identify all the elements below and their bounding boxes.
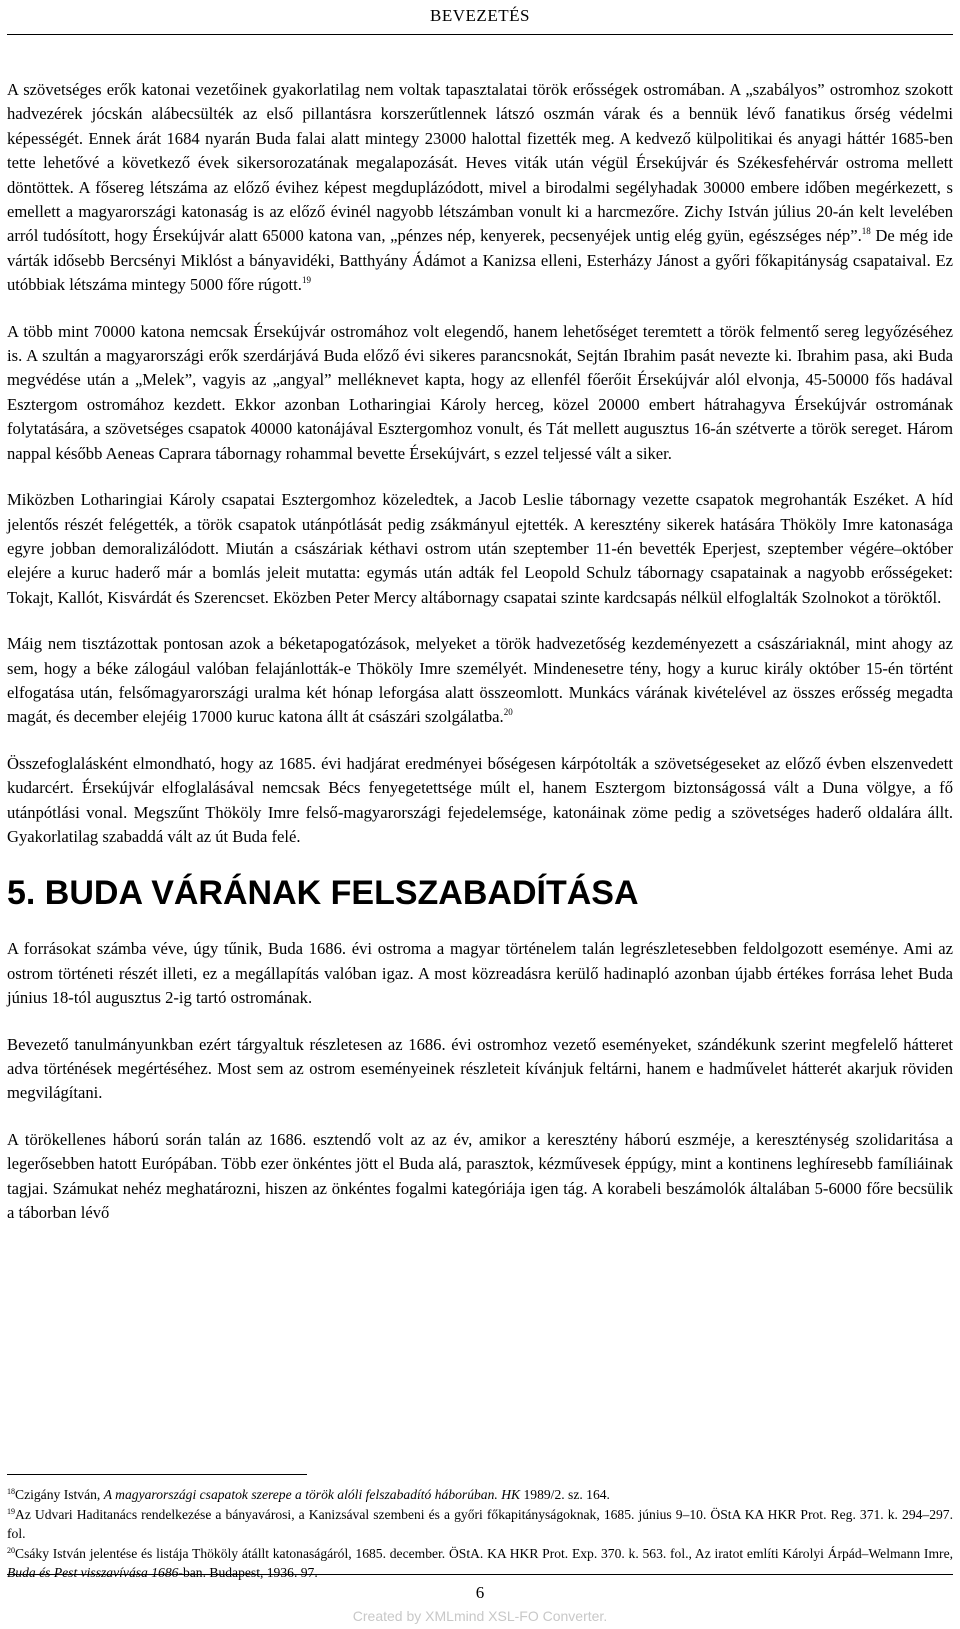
body-text: [7, 78, 953, 1247]
footnotes: [7, 1485, 953, 1583]
paragraph-1: [7, 78, 953, 298]
paragraph-5: Összefoglalásként elmondható, hogy az 1685. évi hadjárat eredményei bőségesen kárpótolták a szövetségeseket az előző évben elszenvedett kudarcért. Érsekújvár elfoglalásával nemcsak Bécs fenyegetettsége múlt el, hanem Esztergom biztonságossá vált a Duna völgye, a fő utánpótlási vonal. Megszűnt Thököly Imre felső-magyarországi fejedelemsége, katonáinak zöme pedig a szövetséges haderő oldalára állt. Gyakorlatilag szabaddá vált az út Buda felé.: [7, 753, 953, 846]
paragraph-3: Miközben Lotharingiai Károly csapatai Esztergomhoz közeledtek, a Jacob Leslie tábornagy vezette csapatok megrohanták Eszéket. A híd jelentős részét felégették, a török csapatok utánpótlását pedig zsákmányul ejtették. A keresztény sikerek hatására Thököly Imre katonasága egyre jobban demoralizálódott. Miután a császáriak kéthavi ostrom után szeptember 11-én bevették Eperjest, szeptember végére–október elejére a kuruc haderő már a bomlás jeleit mutatta: egymás után adták fel Leopold Schulz tábornagy csapatainak a nagyobb erősségeket: Tokajt, Kallót, Kisvárdát és Szerencset. Eközben Peter Mercy altábornagy csapatai szinte kardcsapás nélkül elfoglalták Szolnokot a töröktől.: [7, 490, 953, 607]
paragraph-text: A szövetséges erők katonai vezetőinek gyakorlatilag nem voltak tapasztalatai török erősségek ostromában. A „szabályos” ostromhoz szokott hadvezérek jócskán alábecsülték az első pillantásra korszerűtlennek látszó oszmán várak és a bennük lévő fanatikus őrség védelmi képességét. Ennek árát 1684 nyarán Buda falai alatt mintegy 23000 halottal fizették meg. A kedvező külpolitikai és anyagi háttér 1685-ben tette lehetővé a következő évek sikersorozatának megalapozását. Heves viták után végül Érsekújvár és Székesfehérvár ostroma mellett döntöttek. A fősereg létszáma az előző évihez képest megduplázódott, mivel a birodalmi segélyhadak 30000 embere időben megérkezett, s emellett a magyarországi katonaság is az előző évinél nagyobb létszámban vonult ki a harcmezőre. Zichy István július 20-án kelt levelében arról tudósított, hogy Érsekújvár alatt 65000 katona van, „pénzes nép, kenyerek, pecsenyéjek untig elég gyün, egészséges nép”.: [7, 80, 953, 246]
footer-divider: [7, 1574, 953, 1575]
paragraph-4: [7, 632, 953, 730]
footnote-18: [7, 1485, 953, 1504]
paragraph-2: A több mint 70000 katona nemcsak Érsekújvár ostromához volt elegendő, hanem lehetőséget teremtett a török felmentő sereg legyőzéséhez is. A szultán a magyarországi erők szerdárjává Buda előző évi sikeres parancsnokát, Sejtán Ibrahim pasát nevezte ki. Ibrahim pasa, aki Buda megvédése után a „Melek”, vagyis az „angyal” melléknevet kapta, hogy az ellenfél főerőit Érsekújvár alól elvonja, 45-50000 fős hadával Esztergom ostromához kezdett. Ekkor azonban Lotharingiai Károly herceg, közel 20000 embert hátrahagyva Érsekújvár ostromának folytatására, a szövetséges csapatok 40000 katonájával Esztergomhoz vonult, és Tát mellett augusztus 16-án szétverte a török sereget. Három nappal később Aeneas Caprara tábornagy rohammal bevette Érsekújvárt, s ezzel teljessé vált a siker.: [7, 321, 953, 463]
header-divider: [7, 34, 953, 35]
footnote-ref-19[interactable]: 19: [301, 275, 311, 286]
footnote-number: 20: [7, 1546, 15, 1555]
converter-watermark: Created by XMLmind XSL-FO Converter.: [352, 1608, 608, 1624]
footnote-ref-18[interactable]: 18: [861, 226, 871, 237]
chapter-paragraph-1: A forrásokat számba véve, úgy tűnik, Buda 1686. évi ostroma a magyar történelem talán legrészletesebben feldolgozott eseménye. Ami az ostrom történeti részét illeti, ez a megállapítás valóban igaz. A most közreadásra kerülő hadinapló azonban újabb értékes forrása lehet Buda június 18-tól augusztus 2-ig tartó ostromának.: [7, 939, 953, 1008]
footnote-text: Csáky István jelentése és listája Thököly átállt katonaságáról, 1685. december. ÖStA. KA HKR Prot. Exp. 370. k. 563. fol., Az iratot említi Károlyi Árpád–Welmann Imre,: [15, 1546, 953, 1561]
running-header: BEVEZETÉS: [430, 6, 530, 25]
paragraph-text: Máig nem tisztázottak pontosan azok a béketapogatózások, melyeket a török hadvezetőség kezdeményezett a császáriaknál, mint ahogy az sem, hogy a béke zálogául valóban felajánlották-e Thököly Imre személyét. Mindenesetre tény, hogy a kuruc király október 15-én történt elfogatása után, felsőmagyarországi uralma két hónap leforgása alatt összeomlott. Munkács várának kivételével az összes erősség megadta magát, és december elejéig 17000 kuruc katona állt át császári szolgálatba.: [7, 634, 953, 727]
chapter-paragraph-3: A törökellenes háború során talán az 1686. esztendő volt az az év, amikor a keresztény háború eszméje, a kereszténység szolidaritása a legerősebben hatott Európában. Több ezer önkéntes jött el Buda alá, parasztok, kézművesek éppúgy, mint a kontinens leghíresebb famíliáinak tagjai. Számukat nehéz meghatározni, hiszen az önkéntes fogalmi kategóriája igen tág. A korabeli beszámolók általában 5-6000 főre becsülik a táborban lévő: [7, 1129, 953, 1223]
footnote-ref-20[interactable]: 20: [503, 707, 513, 718]
footnote-text: Az Udvari Haditanács rendelkezése a bányavárosi, a Kanizsával szembeni és a győri főkapitányságoknak, 1685. június 9–10. ÖStA KA HKR Prot. Reg. 371. k. 294–297. fol.: [7, 1507, 953, 1541]
footnote-number: 18: [7, 1487, 15, 1496]
chapter-paragraph-2: Bevezető tanulmányunkban ezért tárgyaltuk részletesen az 1686. évi ostromhoz vezető eseményeket, szándékunk szerint megfelelő hátteret adva történések megértéséhez. Most sem az ostrom eseményeinek részleteit kívánjuk feltárni, hanem e hadművelet hátterét akarjuk röviden megvilágítani.: [7, 1034, 953, 1103]
page-number: 6: [475, 1583, 485, 1602]
footnote-title: A magyarországi csapatok szerepe a török alóli felszabadító háborúban. HK: [103, 1487, 521, 1502]
footnote-text: -ban. Budapest, 1936. 97.: [178, 1565, 318, 1580]
chapter-heading: 5. BUDA VÁRÁNAK FELSZABADÍTÁSA: [7, 874, 639, 913]
footnote-20: [7, 1544, 953, 1582]
footnote-divider: [7, 1474, 307, 1475]
footnote-title: Buda és Pest visszavívása 1686: [7, 1565, 179, 1580]
footnote-text: 1989/2. sz. 164.: [520, 1487, 610, 1502]
paragraph-text: De még ide várták idősebb Bercsényi Miklóst a bányavidéki, Batthyány Ádámot a Kanizsa elleni, Esterházy Jánost a győri főkapitányság csapataival. Ez utóbbiak létszáma mintegy 5000 főre rúgott.: [7, 226, 954, 295]
footnote-text: Czigány István,: [15, 1487, 104, 1502]
footnote-number: 19: [7, 1507, 15, 1516]
footnote-19: [7, 1505, 953, 1543]
